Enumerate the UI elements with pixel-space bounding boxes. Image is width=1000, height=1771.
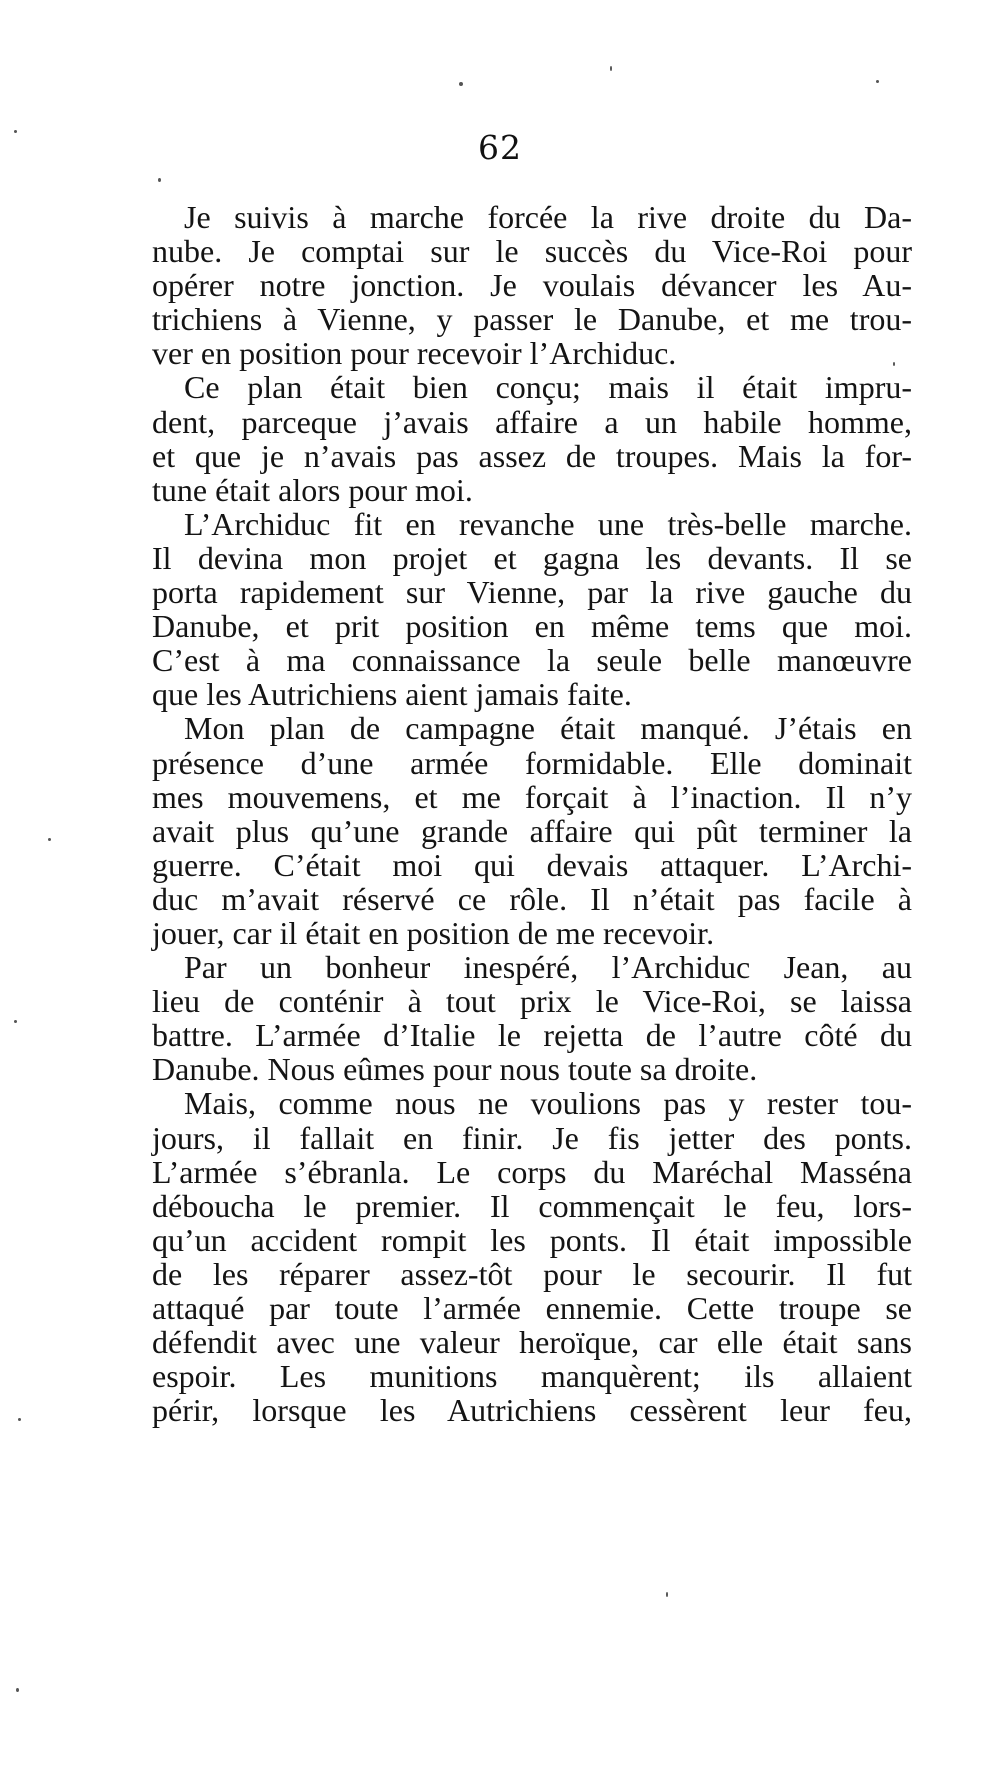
text-line: espoir. Les munitions manquèrent; ils allaient xyxy=(152,1358,912,1395)
text-line: Danube, et prit position en même tems que moi. xyxy=(152,608,912,645)
text-line: que les Autrichiens aient jamais faite. xyxy=(152,676,632,713)
text-line: Mon plan de campagne était manqué. J’étais en xyxy=(184,710,912,747)
text-line: jours, il fallait en finir. Je fis jetter des ponts. xyxy=(152,1119,912,1156)
text-line: lieu de conténir à tout prix le Vice-Roi, se laissa xyxy=(152,983,912,1020)
scan-speck xyxy=(893,362,895,366)
text-line: C’est à ma connaissance la seule belle manœuvre xyxy=(152,642,912,679)
text-line: Danube. Nous eûmes pour nous toute sa droite. xyxy=(152,1051,758,1088)
text-line: opérer notre jonction. Je voulais dévancer les Au- xyxy=(152,267,912,304)
text-line: nube. Je comptai sur le succès du Vice-Roi pour xyxy=(152,233,912,270)
scan-speck xyxy=(18,1418,21,1421)
text-line: porta rapidement sur Vienne, par la rive gauche du xyxy=(152,574,912,611)
scan-speck xyxy=(459,82,463,86)
text-line: duc m’avait réservé ce rôle. Il n’était pas facile à xyxy=(152,880,912,917)
text-line: dent, parceque j’avais affaire a un habile homme, xyxy=(152,403,912,440)
scan-speck xyxy=(610,66,612,71)
scan-speck xyxy=(666,1592,668,1597)
text-line: tune était alors pour moi. xyxy=(152,471,473,508)
text-line: Par un bonheur inespéré, l’Archiduc Jean, au xyxy=(184,949,912,986)
page-number: 62 xyxy=(478,128,522,167)
text-line: défendit avec une valeur heroïque, car elle était sans xyxy=(152,1324,912,1361)
paragraph xyxy=(152,370,912,506)
text-line: guerre. C’était moi qui devais attaquer. L’Archi- xyxy=(152,846,912,883)
scan-speck xyxy=(48,838,51,841)
text-line: L’Archiduc fit en revanche une très-belle marche. xyxy=(184,505,912,542)
scan-speck xyxy=(14,130,17,133)
text-line: avait plus qu’une grande affaire qui pût terminer la xyxy=(152,812,912,849)
body-text xyxy=(152,200,912,1427)
paragraph xyxy=(152,950,912,1086)
scan-speck xyxy=(158,178,161,182)
paragraph xyxy=(152,1086,912,1427)
text-line: de les réparer assez-tôt pour le secourir. Il fut xyxy=(152,1255,912,1292)
text-line: L’armée s’ébranla. Le corps du Maréchal Masséna xyxy=(152,1153,912,1190)
text-line: Mais, comme nous ne voulions pas y rester tou- xyxy=(184,1085,912,1122)
paragraph xyxy=(152,200,912,370)
paragraph xyxy=(152,507,912,712)
text-line: Je suivis à marche forcée la rive droite du Da- xyxy=(184,199,912,235)
text-line: déboucha le premier. Il commençait le feu, lors- xyxy=(152,1187,912,1224)
text-line: périr, lorsque les Autrichiens cessèrent leur feu, xyxy=(152,1392,912,1429)
text-line: jouer, car il était en position de me recevoir. xyxy=(152,914,715,951)
text-line: ver en position pour recevoir l’Archiduc. xyxy=(152,335,677,372)
text-line: Ce plan était bien conçu; mais il était impru- xyxy=(184,369,912,406)
text-line: battre. L’armée d’Italie le rejetta de l’autre côté du xyxy=(152,1017,912,1054)
text-line: présence d’une armée formidable. Elle dominait xyxy=(152,744,912,781)
text-line: mes mouvemens, et me forçait à l’inaction. Il n’y xyxy=(152,778,912,815)
paragraph xyxy=(152,711,912,950)
scan-speck xyxy=(876,80,879,83)
scan-speck xyxy=(16,1688,19,1692)
scan-speck xyxy=(14,1020,17,1023)
text-line: trichiens à Vienne, y passer le Danube, et me trou- xyxy=(152,301,912,338)
text-line: et que je n’avais pas assez de troupes. Mais la for- xyxy=(152,437,912,474)
text-line: attaqué par toute l’armée ennemie. Cette troupe se xyxy=(152,1290,912,1326)
text-line: Il devina mon projet et gagna les devants. Il se xyxy=(152,539,912,576)
text-line: qu’un accident rompit les ponts. Il était impossible xyxy=(152,1221,912,1258)
